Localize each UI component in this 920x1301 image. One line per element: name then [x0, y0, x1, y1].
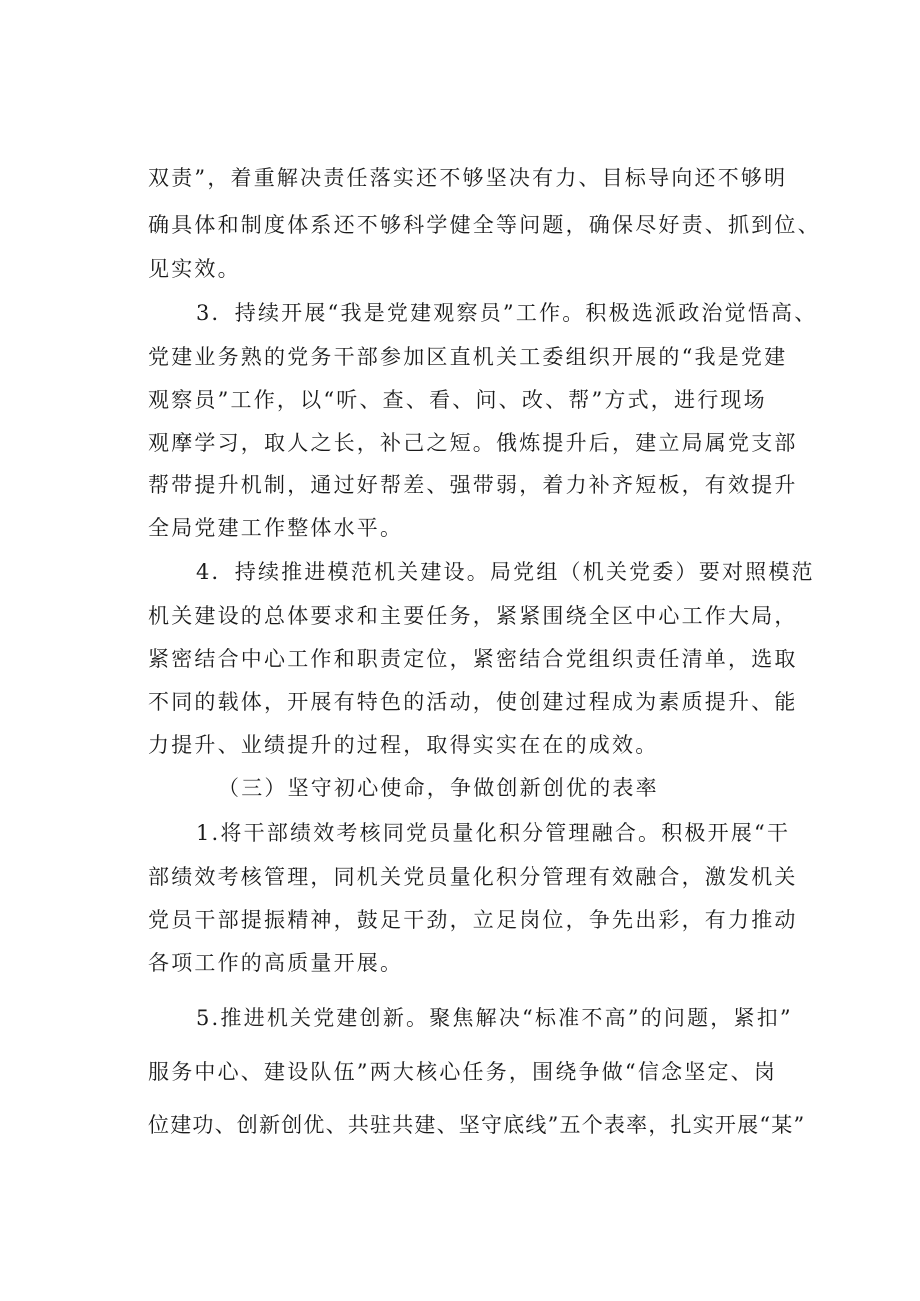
body-text-line: 双责”，着重解决责任落实还不够坚决有力、目标导向还不够明 [148, 166, 788, 190]
body-text-line: 服务中心、建设队伍”两大核心任务，围绕争做“信念坚定、岗 [148, 1060, 778, 1084]
body-text-line: 全局党建工作整体水平。 [148, 516, 404, 540]
body-text-line: 帮带提升机制，通过好帮差、强带弱，着力补齐短板，有效提升 [148, 473, 798, 497]
body-text-line: 部绩效考核管理，同机关党员量化积分管理有效融合，激发机关 [148, 865, 798, 889]
body-text-line: 确具体和制度体系还不够科学健全等问题，确保尽好责、抓到位、 [148, 213, 821, 237]
section-heading: （三）坚守初心使命，争做创新创优的表率 [218, 776, 659, 800]
paragraph-3-line: 3．持续开展“我是党建观察员”工作。积极选派政治觉悟高、 [196, 301, 818, 325]
body-text-line: 见实效。 [148, 257, 241, 281]
body-text-line: 党建业务熟的党务干部参加区直机关工委组织开展的“我是党建 [148, 345, 788, 369]
body-text-line: 观察员”工作，以“听、查、看、问、改、帮”方式，进行现场 [148, 388, 767, 412]
paragraph-4-line: 4．持续推进模范机关建设。局党组（机关党委）要对照模范 [196, 560, 815, 584]
paragraph-1-line: 1.将干部绩效考核同党员量化积分管理融合。积极开展“干 [196, 821, 791, 845]
body-text-line: 党员干部提振精神，鼓足干劲，立足岗位，争先出彩，有力推动 [148, 908, 798, 932]
body-text-line: 力提升、业绩提升的过程，取得实实在在的成效。 [148, 733, 659, 757]
body-text-line: 紧密结合中心工作和职责定位，紧密结合党组织责任清单，选取 [148, 647, 798, 671]
body-text-line: 不同的载体，开展有特色的活动，使创建过程成为素质提升、能 [148, 690, 798, 714]
body-text-line: 位建功、创新创优、共驻共建、坚守底线”五个表率，扎实开展“某” [148, 1113, 806, 1137]
body-text-line: 各项工作的高质量开展。 [148, 951, 404, 975]
body-text-line: 机关建设的总体要求和主要任务，紧紧围绕全区中心工作大局， [148, 604, 798, 628]
body-text-line: 观摩学习，取人之长，补己之短。俄炼提升后，建立局属党支部 [148, 431, 798, 455]
paragraph-5-line: 5.推进机关党建创新。聚焦解决“标准不高”的问题，紧扣” [196, 1006, 793, 1030]
